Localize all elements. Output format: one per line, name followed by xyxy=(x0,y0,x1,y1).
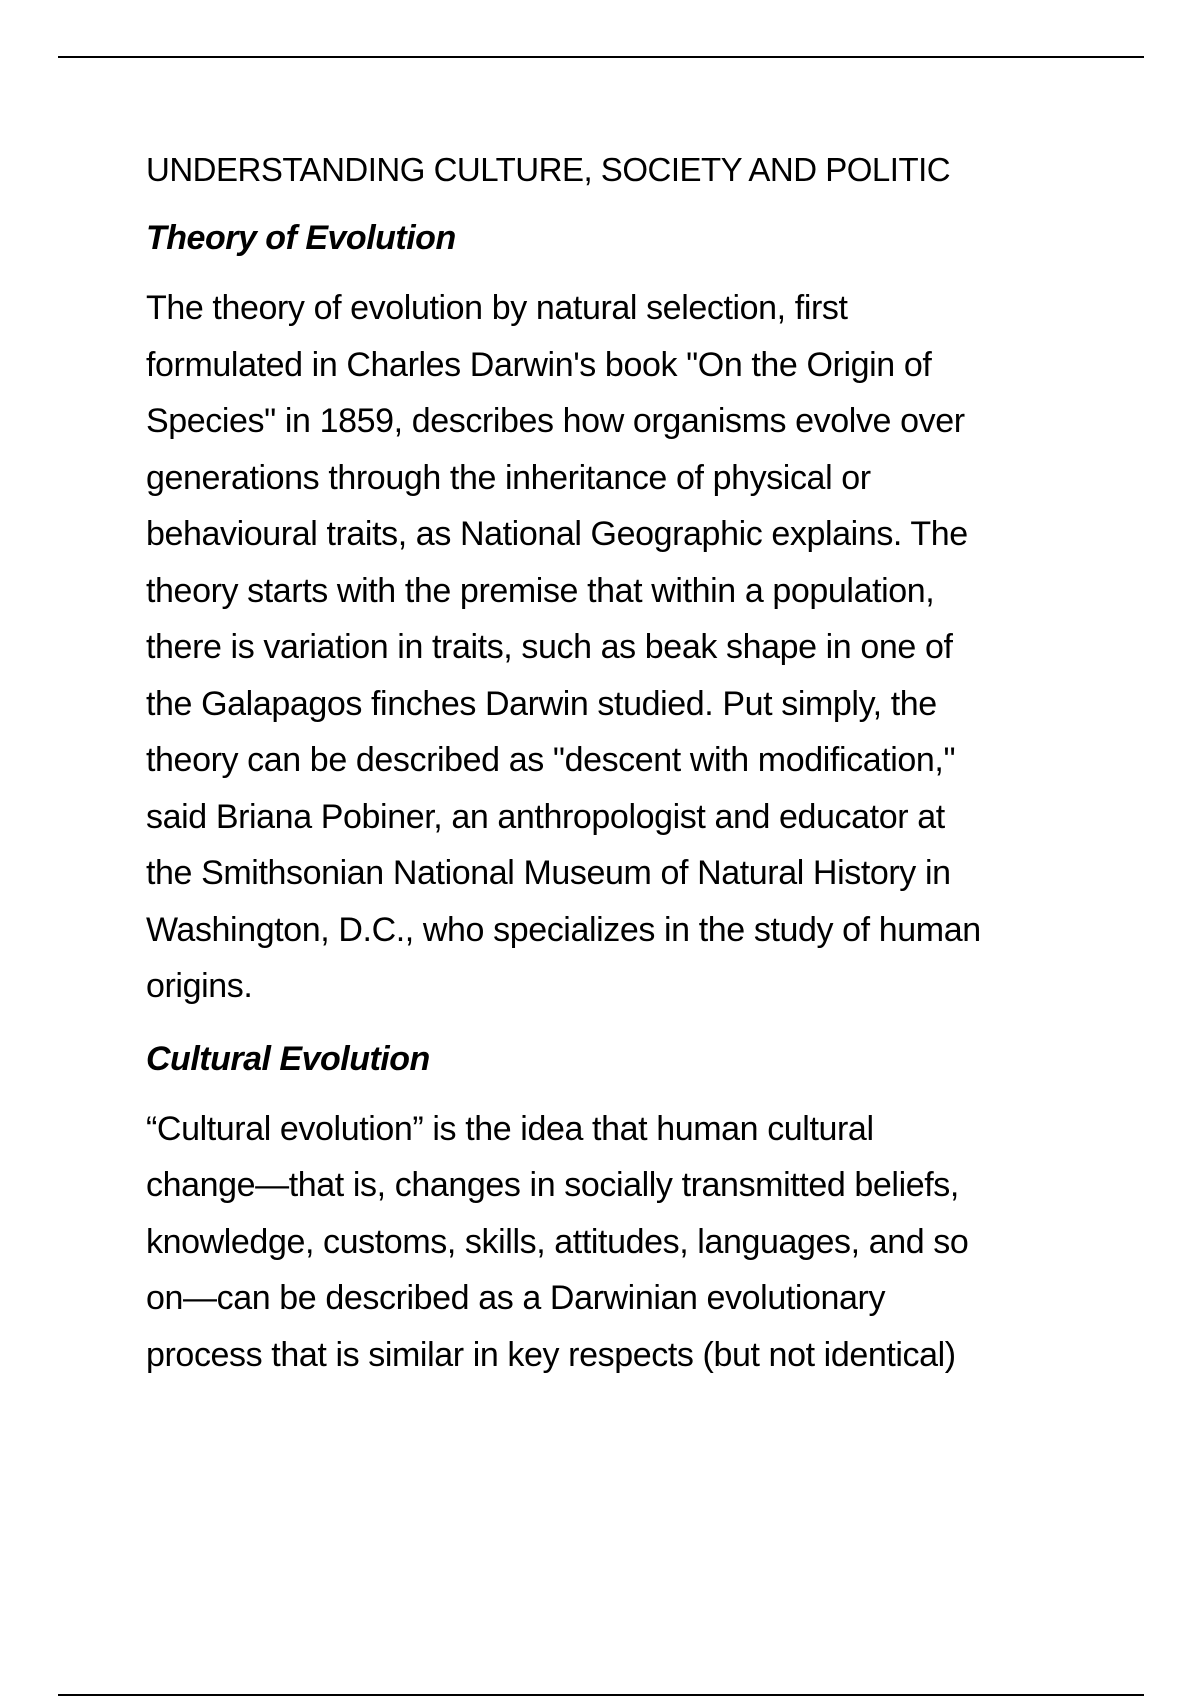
section-paragraph xyxy=(146,1101,1086,1384)
paragraph-line: change—that is, changes in socially transmitted beliefs, xyxy=(146,1166,959,1204)
paragraph-line: theory starts with the premise that within a population, xyxy=(146,571,935,610)
paragraph-line: the Galapagos finches Darwin studied. Put simply, the xyxy=(146,684,937,723)
paragraph-line: there is variation in traits, such as beak shape in one of xyxy=(146,628,953,666)
paragraph-line: Washington, D.C., who specializes in the study of human xyxy=(146,910,981,949)
paragraph-line: knowledge, customs, skills, attitudes, languages, and so xyxy=(146,1222,969,1261)
paragraph-line: The theory of evolution by natural selection, first xyxy=(146,289,848,327)
section-theory-of-evolution xyxy=(146,214,1086,1015)
section-cultural-evolution xyxy=(146,1035,1086,1384)
paragraph-line: formulated in Charles Darwin's book "On the Origin of xyxy=(146,345,932,384)
paragraph-line: theory can be described as "descent with modification," xyxy=(146,741,956,779)
document-title: UNDERSTANDING CULTURE, SOCIETY AND POLITIC xyxy=(146,151,951,188)
paragraph-line: generations through the inheritance of physical or xyxy=(146,458,871,497)
paragraph-line: said Briana Pobiner, an anthropologist and educator at xyxy=(146,797,945,836)
paragraph-line: Species" in 1859, describes how organisms evolve over xyxy=(146,402,965,440)
paragraph-line: process that is similar in key respects (but not identical) xyxy=(146,1335,956,1374)
paragraph-line: the Smithsonian National Museum of Natural History in xyxy=(146,854,951,892)
paragraph-line: behavioural traits, as National Geographic explains. The xyxy=(146,515,968,553)
section-paragraph xyxy=(146,280,1086,1015)
bottom-rule xyxy=(58,1694,1144,1696)
section-heading: Cultural Evolution xyxy=(146,1039,430,1078)
paragraph-line: origins. xyxy=(146,967,253,1005)
page-content xyxy=(146,146,1086,1383)
top-rule xyxy=(58,56,1144,58)
paragraph-line: on—can be described as a Darwinian evolutionary xyxy=(146,1279,886,1317)
paragraph-line: “Cultural evolution” is the idea that human cultural xyxy=(146,1109,874,1148)
section-heading: Theory of Evolution xyxy=(146,219,456,257)
